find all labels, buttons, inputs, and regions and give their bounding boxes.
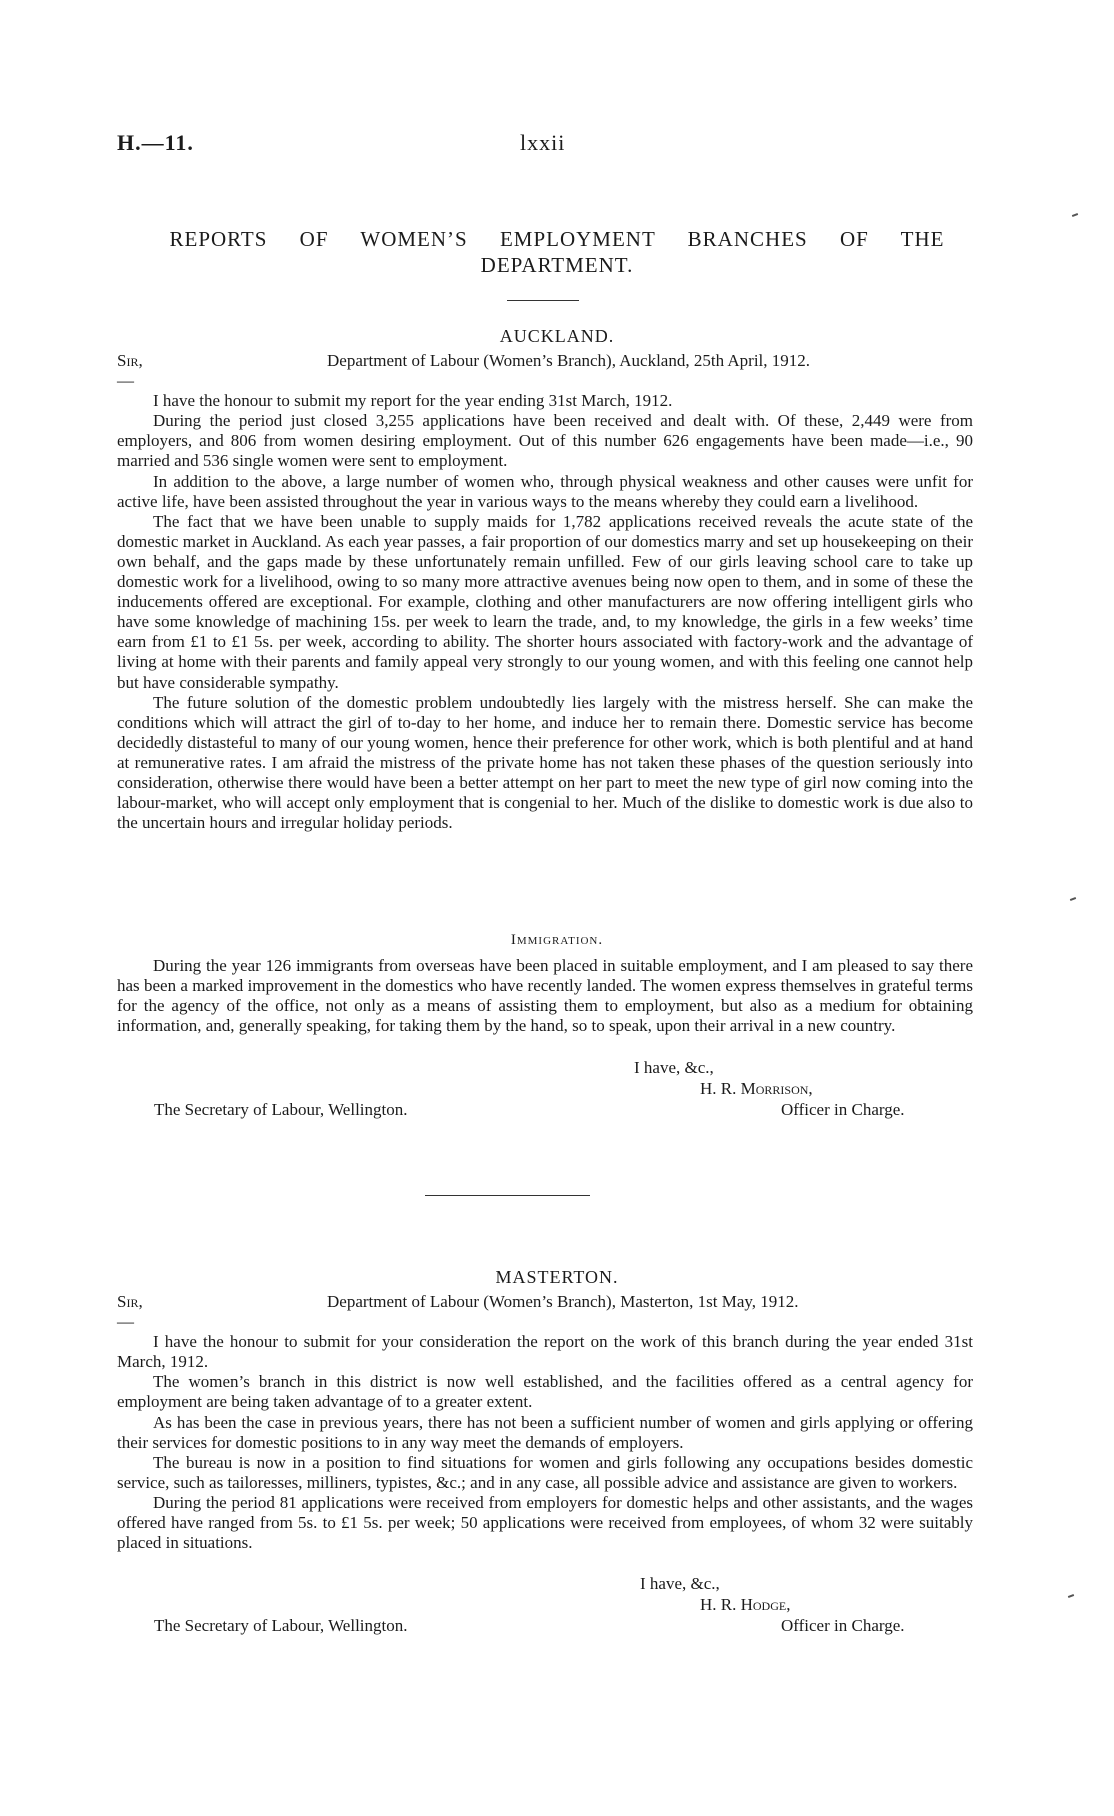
paragraph: I have the honour to submit my report for the year ending 31st March, 1912. <box>153 391 673 411</box>
page-title <box>0 226 1114 278</box>
closing: I have, &c., <box>640 1574 720 1593</box>
section-heading-auckland: AUCKLAND. <box>499 326 615 346</box>
paragraph: The future solution of the domestic problem undoubtedly lies largely with the mistress herself. She can make the conditions which will attract the girl of to-day to her home, and induce her to remain there. Domestic service has become decidedly distasteful to many of our young women, hence their preference for other work, which is both plentiful and at hand at remunerative rates. I am afraid the mistress of the private home has not taken these phases of the question seriously into consideration, otherwise there would have been a better attempt on her part to meet the new type of girl now coming into the labour-market, who will accept only employment that is congenial to her. Much of the dislike to domestic work is due also to the uncertain hours and irregular holiday periods. <box>117 692 973 833</box>
sub-heading-immigration: Immigration. <box>510 932 604 948</box>
masterton-salutation-line <box>117 1292 973 1332</box>
paragraph: During the period 81 applications were received from employers for domestic helps and other assistants, and the wages offered have ranged from 5s. to £1 5s. per week; 50 applications were received from employees, of whom 32 were suitably placed in situations. <box>117 1492 973 1553</box>
scan-speck <box>1072 213 1078 217</box>
salutation: Sir,— <box>117 1292 143 1332</box>
scan-speck <box>1070 897 1076 901</box>
header-reference: H.—11. <box>117 130 194 155</box>
dateline: Department of Labour (Women’s Branch), Masterton, 1st May, 1912. <box>327 1292 799 1311</box>
paragraph: As has been the case in previous years, there has not been a sufficient number of women and girls applying or offering their services for domestic positions to in any way meet the demands of employers. <box>117 1412 973 1452</box>
masterton-report <box>117 1292 973 1553</box>
immigration-section <box>117 956 973 1036</box>
closing: I have, &c., <box>634 1058 714 1077</box>
salutation: Sir,— <box>117 351 143 391</box>
addressee: The Secretary of Labour, Wellington. <box>154 1616 408 1635</box>
paragraph: The fact that we have been unable to supply maids for 1,782 applications received reveals the acute state of the domestic market in Auckland. As each year passes, a fair proportion of our domestics marry and set up housekeeping on their own behalf, and the gaps made by these unfortunately remain unfilled. Few of our girls leaving school care to take up domestic work for a livelihood, owing to so many more attractive avenues being now open to them, and in some of these the inducements offered are exceptional. For example, clothing and other manufacturers are now offering intelligent girls who have some knowledge of machining 15s. per week to learn the trade, and, to my knowledge, the girls in a few weeks’ time earn from £1 to £1 5s. per week, according to ability. The shorter hours associated with factory-work and the advantage of living at home with their parents and family appeal very strongly to our young women, and with this feeling one cannot help but have considerable sympathy. <box>117 511 973 692</box>
auckland-salutation-line <box>117 351 973 391</box>
auckland-report <box>117 351 973 833</box>
divider <box>507 300 579 301</box>
officer-role: Officer in Charge. <box>781 1616 905 1635</box>
divider <box>425 1195 590 1196</box>
addressee: The Secretary of Labour, Wellington. <box>154 1100 408 1119</box>
paragraph: I have the honour to submit for your consideration the report on the work of this branch during the year ended 31st March, 1912. <box>117 1332 973 1372</box>
dateline: Department of Labour (Women’s Branch), Auckland, 25th April, 1912. <box>327 351 811 370</box>
page-title-line-1: REPORTS OF WOMEN’S EMPLOYMENT BRANCHES OF THE <box>169 227 945 251</box>
paragraph: In addition to the above, a large number of women who, through physical weakness and other causes were unfit for active life, have been assisted throughout the year in various ways to the means whereby they could earn a livelihood. <box>117 471 973 511</box>
signature: H. R. Hodge, <box>700 1595 791 1614</box>
scan-speck <box>1068 1594 1074 1598</box>
paragraph: The women’s branch in this district is now well established, and the facilities offered as a central agency for employment are being taken advantage of to a greater extent. <box>117 1372 973 1412</box>
page-title-line-2: DEPARTMENT. <box>480 253 634 277</box>
paragraph: The bureau is now in a position to find situations for women and girls following any occupations besides domestic service, such as tailoresses, milliners, typistes, &c.; and in any case, all possible advice and assistance are given to workers. <box>117 1452 973 1492</box>
section-heading-masterton: MASTERTON. <box>495 1267 619 1287</box>
signature: H. R. Morrison, <box>700 1079 813 1098</box>
paragraph: During the year 126 immigrants from overseas have been placed in suitable employment, and I am pleased to say there has been a marked improvement in the domestics who have recently landed. The women express themselves in grateful terms for the agency of the office, not only as a means of assisting them to employment, but also as a medium for obtaining information, and, generally speaking, for taking them by the hand, so to speak, upon their arrival in a new country. <box>117 956 973 1036</box>
officer-role: Officer in Charge. <box>781 1100 905 1119</box>
page-number: lxxii <box>520 130 566 155</box>
paragraph: During the period just closed 3,255 applications have been received and dealt with. Of these, 2,449 were from employers, and 806 from women desiring employment. Out of this number 626 engagements have been made—i.e., 90 married and 536 single women were sent to employment. <box>117 411 973 471</box>
